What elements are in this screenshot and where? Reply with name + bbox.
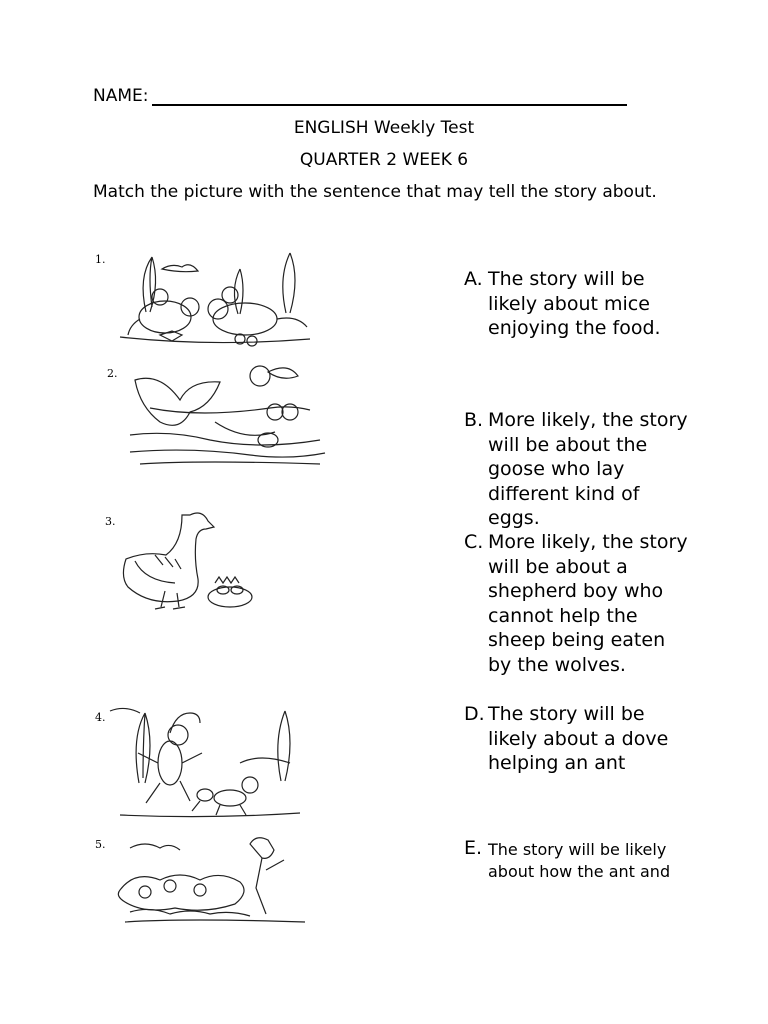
option-text: The story will be likely about mice enjoying the food. [488, 268, 661, 339]
grasshopper-and-ant-illustration [110, 708, 300, 816]
dove-and-ant-illustration [130, 366, 325, 464]
picture-4 [90, 703, 320, 821]
instructions: Match the picture with the sentence that may tell the story about. [93, 182, 657, 202]
picture-2 [90, 360, 330, 470]
option-c [464, 530, 694, 700]
name-field [93, 86, 627, 106]
name-label: NAME: [93, 86, 149, 106]
option-letter: E. [464, 837, 483, 859]
option-text: More likely, the story will be about the goose who lay different kind of eggs. [488, 409, 688, 529]
picture-5 [90, 830, 320, 930]
picture-number: 1. [95, 253, 106, 266]
option-d [464, 702, 694, 802]
page-title: ENGLISH Weekly Test [293, 118, 475, 138]
option-letter: B. [464, 409, 484, 431]
picture-number: 3. [105, 515, 116, 528]
option-e [464, 836, 694, 916]
option-b [464, 408, 694, 528]
picture-1 [90, 247, 330, 355]
option-text: The story will be likely about how the ant and [488, 840, 671, 881]
name-blank-line[interactable] [152, 86, 627, 106]
option-text: More likely, the story will be about a shepherd boy who cannot help the sheep being eaten by the wolves. [488, 531, 688, 676]
picture-number: 5. [95, 838, 106, 851]
shepherd-and-wolves-illustration [118, 838, 305, 922]
option-a [464, 267, 694, 367]
picture-3 [95, 505, 275, 615]
page-subtitle: QUARTER 2 WEEK 6 [299, 150, 469, 170]
option-letter: C. [464, 531, 484, 553]
goose-and-eggs-illustration [123, 513, 252, 609]
mice-eating-illustration [120, 253, 310, 346]
option-text: The story will be likely about a dove helping an ant [488, 703, 669, 774]
option-letter: A. [464, 268, 483, 290]
picture-number: 2. [107, 367, 118, 380]
option-letter: D. [464, 703, 485, 725]
picture-number: 4. [95, 711, 106, 724]
